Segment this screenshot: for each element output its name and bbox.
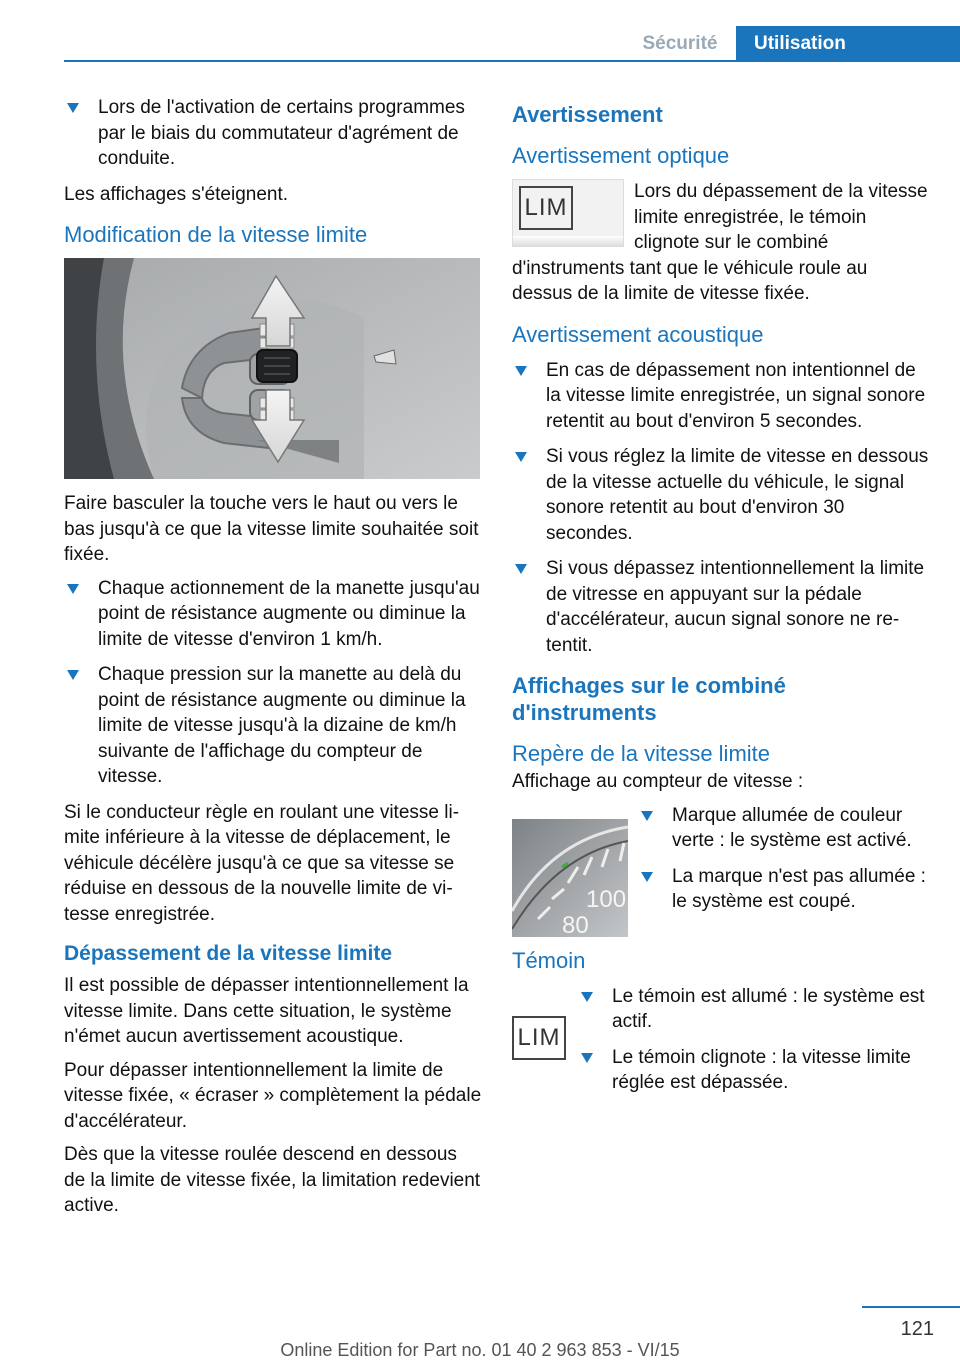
list-item	[512, 556, 930, 658]
list-item	[578, 1045, 930, 1096]
triangle-bullet-icon	[67, 103, 79, 113]
list-item-text: Si vous réglez la limite de vitesse en dessous de la vitesse actuelle du véhicule, le signal sonore retentit au bout d'environ 30 secondes.	[546, 446, 929, 544]
page-number: 121	[900, 1318, 934, 1340]
header-rule	[64, 60, 960, 62]
heading-affichages-combine: Affichages sur le combiné d'instruments	[512, 673, 786, 725]
paragraph: Lors du dépassement de la vitesse limite enregistrée, le témoin clignote sur le combiné d'instruments tant que le véhicule roule au dessus de la limite de vitesse fixée.	[512, 181, 928, 304]
lim-indicator-image	[512, 179, 624, 247]
paragraph: Affichage au compteur de vitesse :	[512, 771, 804, 792]
list-item-text: Le témoin clignote : la vitesse limite réglée est dépassée.	[612, 1046, 911, 1093]
speedometer-block	[512, 803, 930, 943]
speedometer-illustration	[512, 819, 628, 937]
list-item	[64, 576, 482, 653]
list-item-text: En cas de dépassement non intentionnel de la vitesse limite enregistrée, un signal sonore retentit au bout d'environ 5 secondes.	[546, 359, 926, 432]
list-item-text: Lors de l'activation de certains programmes par le biais du commutateur d'agrément de conduite.	[98, 97, 465, 169]
list-item-text: Chaque pression sur la manette au delà du point de résistance augmente ou diminue la limite de vitesse jusqu'à la dizaine de km/h suivante de l'affichage du compteur de vitesse.	[98, 664, 466, 787]
steering-wheel-illustration	[64, 258, 480, 479]
list-item	[64, 662, 482, 790]
triangle-bullet-icon	[581, 992, 593, 1002]
lim-icon: LIM	[512, 1016, 566, 1060]
repere-list	[638, 803, 930, 925]
triangle-bullet-icon	[515, 452, 527, 462]
right-column	[512, 95, 930, 1114]
list-item	[578, 984, 930, 1035]
paragraph: Dès que la vitesse roulée descend en dessous de la limite de vitesse fixée, la limitation redevient active.	[64, 1144, 481, 1216]
heading-temoin: Témoin	[512, 947, 586, 973]
paragraph: Si le conducteur règle en roulant une vitesse limite inférieure à la vitesse de déplacement, le véhicule décélère jusqu'à ce que sa vitesse se réduise en dessous de la nouvelle limite de vitesse enregistrée.	[64, 801, 460, 925]
triangle-bullet-icon	[581, 1053, 593, 1063]
list-item	[638, 864, 930, 915]
paragraph: Les affichages s'éteignent.	[64, 183, 289, 205]
paragraph: Il est possible de dépasser intentionnellement la vitesse limite. Dans cette situation, le système n'émet aucun avertissement acoustique.	[64, 975, 469, 1047]
footer-edition: Online Edition for Part no. 01 40 2 963 853 - VI/15	[280, 1340, 680, 1360]
list-item-text: Si vous dépassez intentionnellement la limite de vitresse en appuyant sur la pédale d'accélérateur, aucun signal sonore ne retentit.	[546, 558, 925, 656]
triangle-bullet-icon	[515, 564, 527, 574]
speedo-label-100: 100	[586, 885, 627, 913]
list-item	[638, 803, 930, 854]
left-column	[64, 95, 482, 1227]
list-item-text: Le témoin est allumé : le système est actif.	[612, 985, 925, 1032]
heading-avertissement-acoustique: Avertissement acoustique	[512, 321, 764, 347]
heading-depassement-vitesse-limite: Dépassement de la vitesse limite	[64, 942, 392, 965]
speedo-label-80: 80	[562, 911, 589, 937]
triangle-bullet-icon	[641, 872, 653, 882]
triangle-bullet-icon	[515, 366, 527, 376]
heading-repere-vitesse-limite: Repère de la vitesse limite	[512, 741, 771, 766]
triangle-bullet-icon	[641, 811, 653, 821]
footer-rule	[862, 1306, 960, 1308]
list-item-text: La marque n'est pas allumée : le système est coupé.	[672, 865, 926, 912]
header-tab-utilisation: Utilisation	[736, 26, 960, 62]
temoin-list	[578, 984, 930, 1106]
page-header	[64, 20, 960, 62]
heading-modification-vitesse-limite: Modification de la vitesse limite	[64, 222, 368, 247]
speedometer-image	[512, 819, 628, 937]
triangle-bullet-icon	[67, 584, 79, 594]
list-item-text: Marque allumée de couleur verte : le système est activé.	[672, 804, 912, 851]
paragraph: Faire basculer la touche vers le haut ou vers le bas jusqu'à ce que la vitesse limite souhaitée soit fixée.	[64, 493, 479, 565]
steering-wheel-image	[64, 258, 480, 479]
heading-avertissement: Avertissement	[512, 102, 663, 127]
list-item-text: Chaque actionnement de la manette jusqu'au point de résistance augmente ou diminue la limite de vitesse d'environ 1 km/h.	[98, 577, 480, 650]
heading-avertissement-optique: Avertissement optique	[512, 143, 730, 168]
triangle-bullet-icon	[67, 670, 79, 680]
temoin-block	[512, 984, 930, 1114]
lim-icon: LIM	[519, 186, 573, 230]
optical-warning-block	[512, 179, 930, 307]
lim-icon-strip	[513, 236, 623, 246]
paragraph: Pour dépasser intentionnellement la limite de vitesse fixée, « écraser » complètement la pédale d'accélérateur.	[64, 1059, 482, 1132]
lim-indicator-image	[512, 1012, 572, 1068]
list-item	[64, 95, 482, 172]
list-item	[512, 444, 930, 546]
header-tab-securite: Sécurité	[642, 33, 718, 54]
list-item	[512, 358, 930, 435]
